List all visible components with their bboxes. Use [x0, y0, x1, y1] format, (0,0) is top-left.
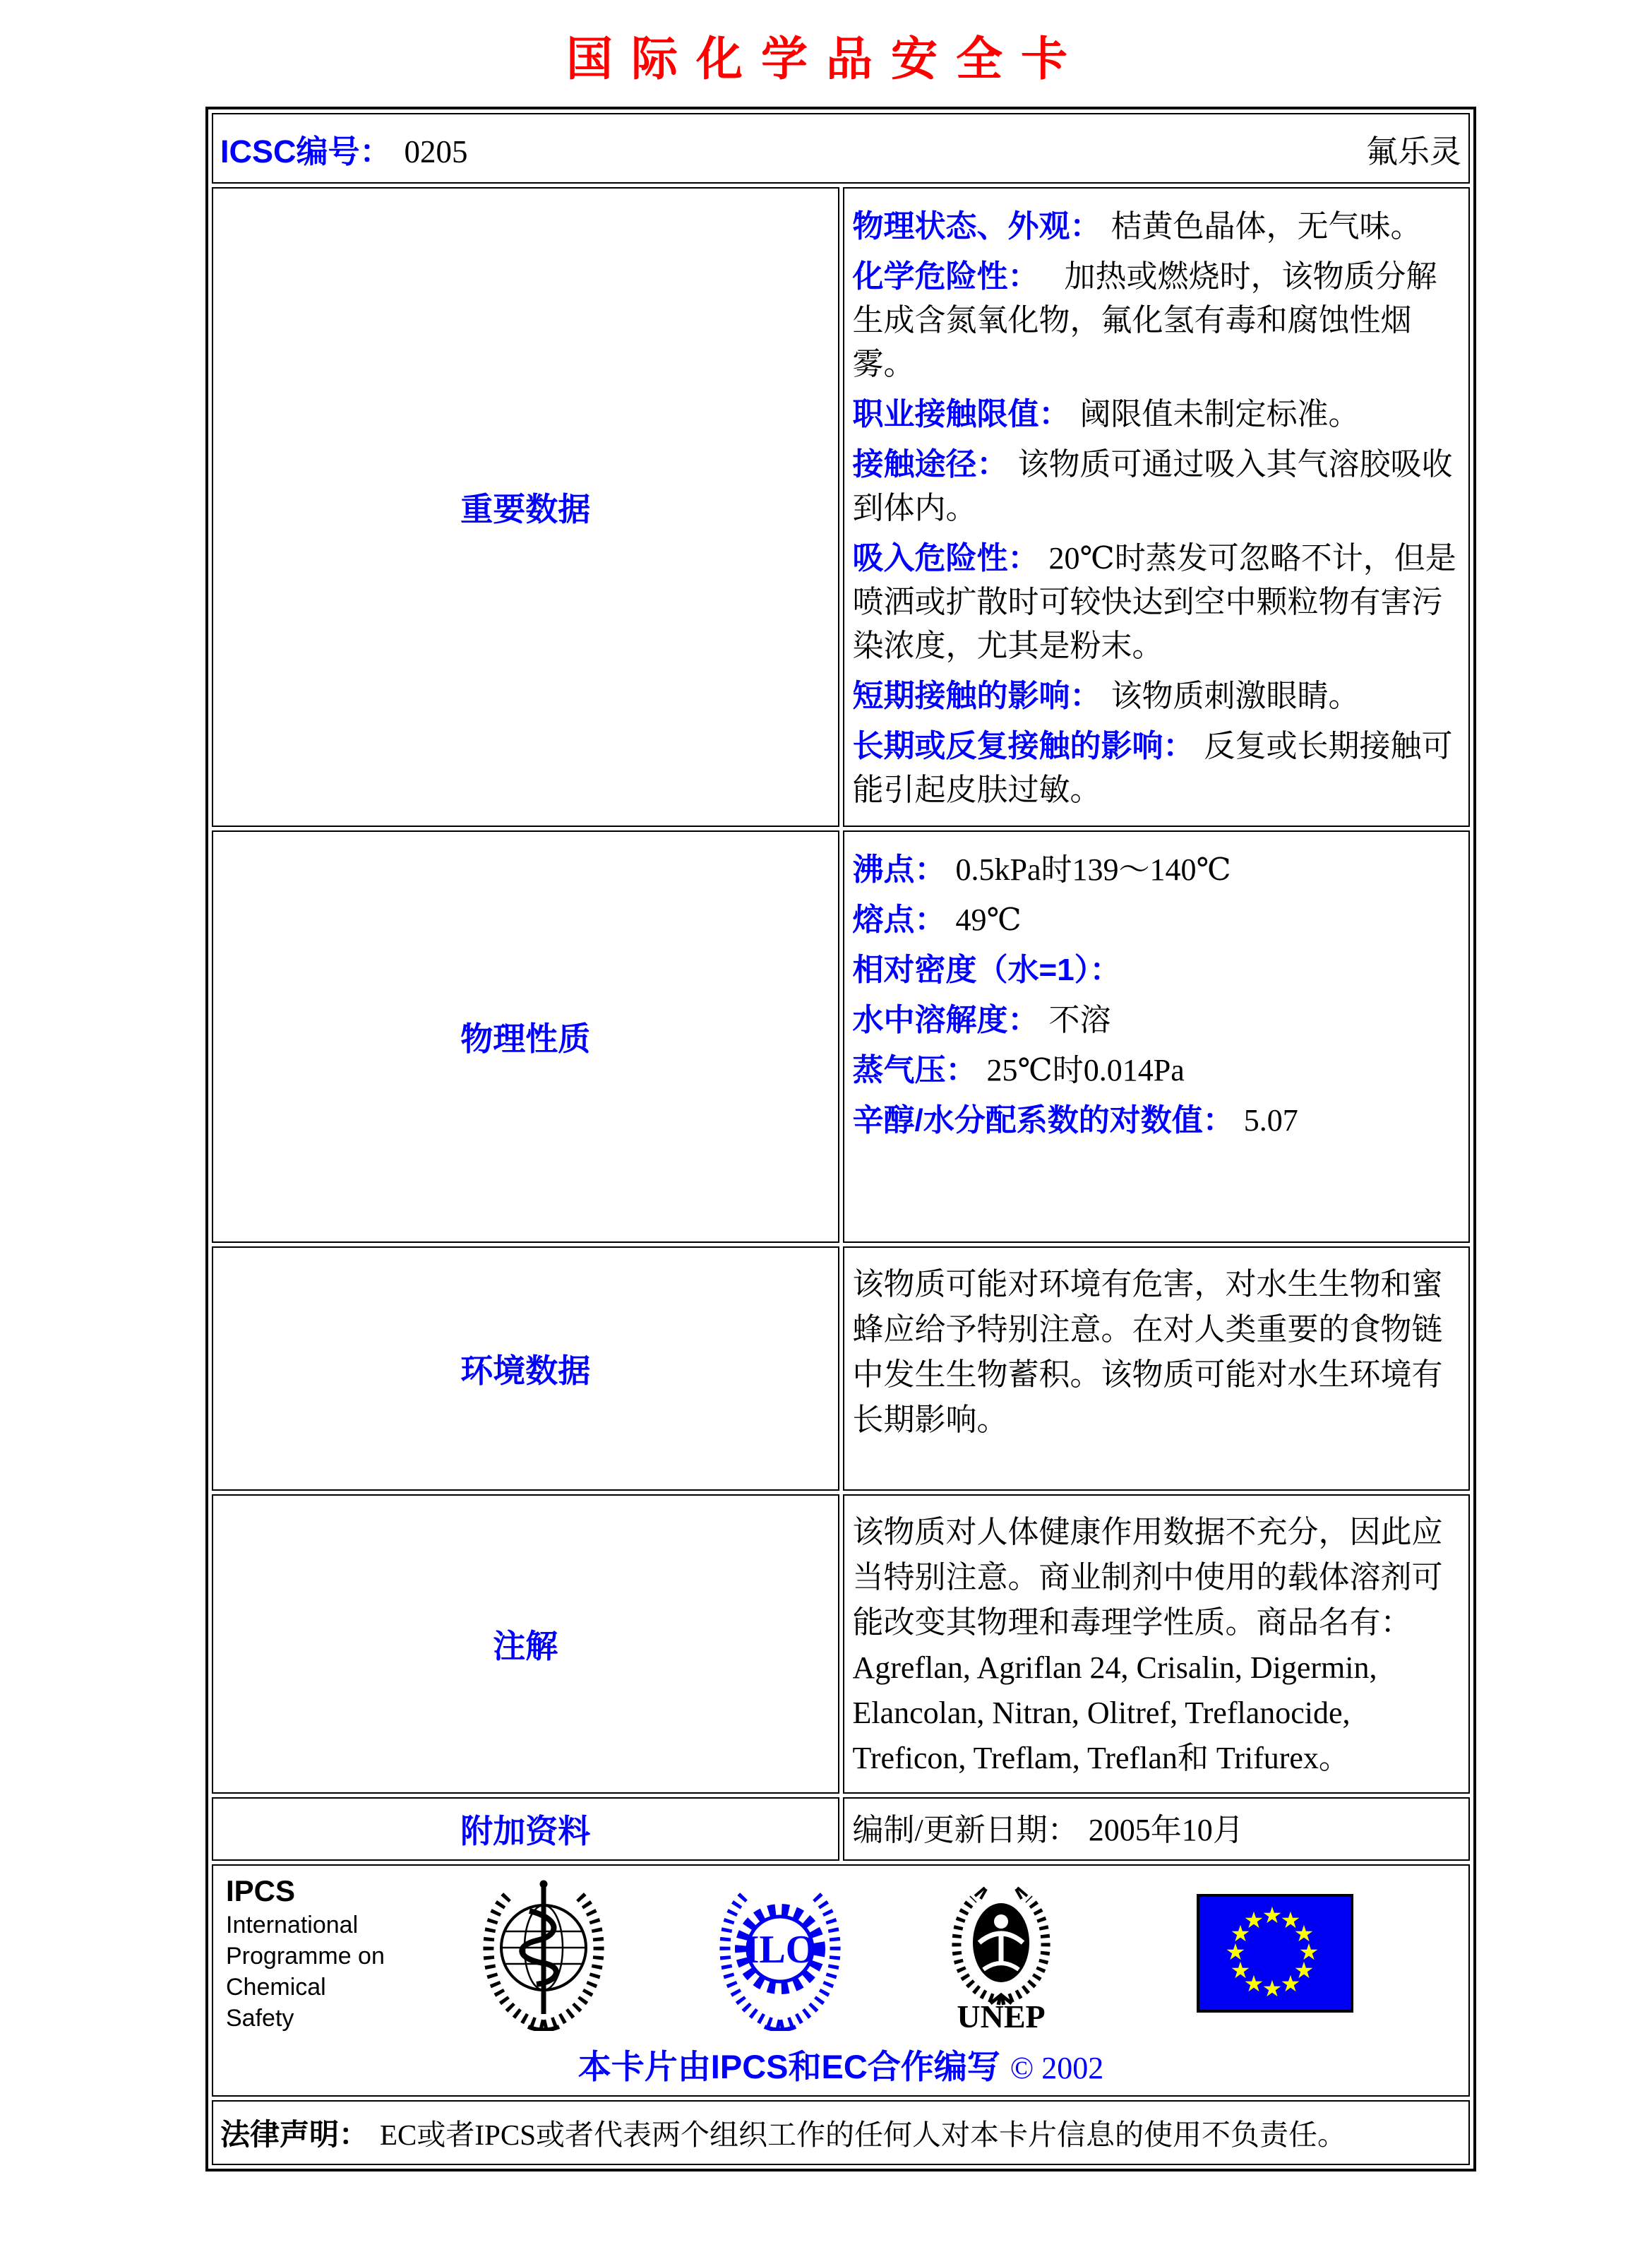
ipcs-title: IPCS [226, 1874, 296, 1907]
copyright-text: © 2002 [1010, 2051, 1104, 2085]
star-icon: ★ [1293, 1920, 1315, 1947]
physical-properties-content [843, 830, 1471, 1243]
star-icon: ★ [1280, 1907, 1301, 1934]
entry-label: 编制/更新日期： [852, 1813, 1079, 1847]
logos-strip [217, 1873, 1464, 2034]
row-notes [212, 1494, 1470, 1794]
entry-label: 长期或反复接触的影响： [852, 729, 1195, 763]
entry-water-solubility [853, 999, 1461, 1042]
entry-label: 水中溶解度： [852, 1003, 1039, 1037]
entry-label: 吸入危险性： [852, 541, 1039, 576]
entry-label: 物理状态、外观： [852, 209, 1101, 244]
substance-name: 氟乐灵 [1365, 133, 1461, 169]
row-label-environmental-data: 环境数据 [212, 1246, 839, 1491]
entry-label: 相对密度（水=1）： [852, 953, 1121, 987]
ipcs-line: Chemical Safety [226, 1974, 326, 2032]
ilo-logo-text: ILO [743, 1928, 817, 1972]
entry-label: 化学危险性： [852, 259, 1024, 294]
legal-notice-text: EC或者IPCS或者代表两个组织工作的任何人对本卡片信息的使用不负责任。 [380, 2119, 1347, 2151]
entry-value: 0.5kPa时139～140℃ [955, 852, 1231, 887]
icsc-number-group [220, 126, 468, 172]
unep-logo-text: UNEP [957, 1998, 1046, 2032]
ilo-logo-icon [710, 1876, 851, 2031]
star-icon: ★ [1230, 1957, 1251, 1984]
entry-relative-density [853, 948, 1461, 992]
entry-long-term-effect [853, 725, 1461, 812]
entry-label: 沸点： [852, 852, 946, 887]
star-icon: ★ [1243, 1907, 1264, 1934]
unep-logo-icon [934, 1875, 1068, 2032]
header-cell [212, 113, 1470, 184]
row-label-physical-properties: 物理性质 [212, 830, 839, 1243]
ipcs-line: Programme on [226, 1943, 385, 1970]
additional-info-content [843, 1797, 1471, 1861]
entry-value: 2005年10月 [1088, 1813, 1244, 1847]
entry-update-date [853, 1809, 1461, 1852]
entry-melting-point [853, 898, 1461, 942]
star-icon: ★ [1280, 1970, 1301, 1997]
row-label-notes: 注解 [212, 1494, 839, 1794]
row-label-additional-info: 附加资料 [212, 1797, 839, 1861]
icsc-card-page [0, 21, 1652, 2264]
entry-occupational-limit [853, 393, 1461, 436]
entry-physical-state [853, 205, 1461, 249]
entry-chemical-danger [853, 255, 1461, 386]
eu-flag-icon [1197, 1894, 1353, 2013]
entry-label: 短期接触的影响： [852, 679, 1101, 713]
entry-vapor-pressure [853, 1049, 1461, 1092]
notes-content [843, 1494, 1471, 1794]
star-icon: ★ [1243, 1970, 1264, 1997]
entry-label: 熔点： [852, 902, 946, 937]
header-row [212, 113, 1470, 184]
entry-value: 反复或长期接触可能引起皮肤过敏。 [852, 729, 1453, 807]
notes-text: 该物质对人体健康作用数据不充分，因此应当特别注意。商业制剂中使用的载体溶剂可能改变其物理和毒理学性质。商品名有：Agreflan, Agriflan 24, Crisalin, Digermin, Elancolan, Nitran, Olitref, Treflanocide, Treficon, Treflam, Treflan和 Trifurex。 [852, 1515, 1443, 1775]
entry-label: 接触途径： [852, 447, 1008, 482]
ipcs-text-block [226, 1873, 395, 2034]
entry-value: 5.07 [1243, 1103, 1298, 1138]
star-icon: ★ [1262, 1975, 1283, 2002]
entry-value: 阈限值未制定标准。 [1079, 397, 1360, 431]
entry-value: 49℃ [955, 902, 1022, 937]
row-additional-info [212, 1797, 1470, 1861]
entry-value: 25℃时0.014Pa [986, 1053, 1185, 1088]
entry-exposure-route [853, 443, 1461, 530]
icsc-number-label: ICSC编号： [220, 133, 392, 169]
legal-notice-line [220, 2111, 1461, 2154]
star-icon: ★ [1298, 1938, 1319, 1965]
row-label-important-data: 重要数据 [212, 187, 839, 827]
row-physical-properties [212, 830, 1470, 1243]
entry-label: 辛醇/水分配系数的对数值： [852, 1103, 1234, 1138]
environment-text: 该物质可能对环境有危害，对水生生物和蜜蜂应给予特别注意。在对人类重要的食物链中发生生物蓄积。该物质可能对水生环境有长期影响。 [852, 1267, 1443, 1437]
entry-value: 桔黄色晶体，无气味。 [1111, 209, 1422, 244]
row-logos [212, 1864, 1470, 2097]
row-legal-notice [212, 2100, 1470, 2165]
entry-label: 职业接触限值： [852, 397, 1070, 431]
caption-text: 本卡片由IPCS和EC合作编写 [577, 2048, 1000, 2085]
entry-value: 不溶 [1048, 1003, 1111, 1037]
ipcs-line: International [226, 1912, 359, 1938]
icsc-card-table [205, 107, 1476, 2171]
environmental-data-content [843, 1246, 1471, 1491]
entry-value: 该物质可通过吸入其气溶胶吸收到体内。 [852, 447, 1453, 525]
important-data-content [843, 187, 1471, 827]
entry-octanol-water [853, 1099, 1461, 1143]
logos-cell [212, 1864, 1470, 2097]
entry-inhalation-risk [853, 537, 1461, 668]
entry-value: 该物质刺激眼睛。 [1111, 679, 1360, 713]
row-important-data [212, 187, 1470, 827]
star-icon: ★ [1262, 1902, 1283, 1929]
star-icon: ★ [1293, 1957, 1315, 1984]
cooperation-caption [217, 2041, 1464, 2088]
row-environmental-data [212, 1246, 1470, 1491]
star-icon: ★ [1225, 1938, 1246, 1965]
legal-notice-label: 法律声明： [220, 2118, 369, 2151]
legal-notice-cell [212, 2100, 1470, 2165]
entry-label: 蒸气压： [852, 1053, 977, 1088]
entry-short-term-effect [853, 674, 1461, 718]
entry-value: 加热或燃烧时，该物质分解生成含氮氧化物，氟化氢有毒和腐蚀性烟雾。 [852, 259, 1437, 381]
entry-value: 20℃时蒸发可忽略不计，但是喷洒或扩散时可较快达到空中颗粒物有害污染浓度，尤其是粉末。 [852, 541, 1456, 663]
entry-boiling-point [853, 848, 1461, 892]
star-icon: ★ [1230, 1920, 1251, 1947]
page-title: 国际化学品安全卡 [566, 32, 1086, 85]
who-logo-icon [473, 1876, 614, 2031]
icsc-number-value: 0205 [404, 133, 468, 169]
